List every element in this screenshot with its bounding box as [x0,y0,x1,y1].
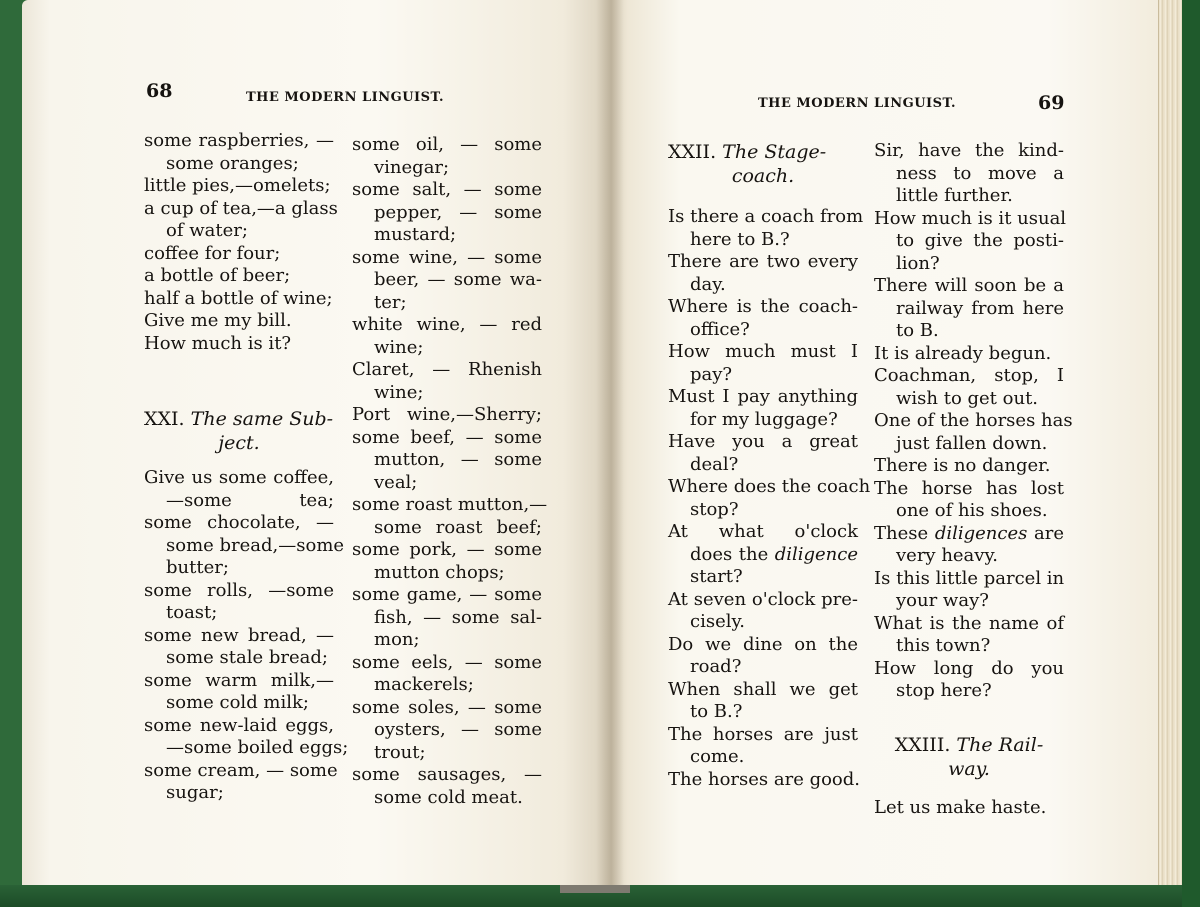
text-line: —some boiled eggs; [166,737,349,758]
text-line: office? [690,318,750,340]
text-line: railway from here [896,297,1064,319]
text-line: white wine, — red [352,314,542,335]
text-line: mackerels; [374,674,474,695]
text-block [352,134,548,809]
text-line: a bottle of beer; [144,265,291,286]
text-block [144,130,338,355]
text-line: very heavy. [896,545,998,566]
left-column-1 [144,130,349,805]
text-line: toast; [166,602,218,623]
text-line: some pork, — some [352,539,542,560]
text-line: for my luggage? [690,408,838,430]
running-head: THE MODERN LINGUIST. [246,90,445,105]
text-line: stop here? [896,680,992,701]
text-line: some soles, — some [352,696,542,718]
text-line: your way? [896,590,989,611]
book-cover [1182,0,1200,907]
text-line: When shall we get [668,678,858,700]
page-edges [1158,0,1183,895]
text-line: of water; [166,220,248,241]
text-line: The horses are good. [668,768,861,790]
text-block [668,206,871,791]
text-line: some wine, — some [352,246,542,268]
text-line: There will soon be a [874,275,1064,296]
text-line: There are two every [668,251,858,272]
text-line: How much is it? [144,332,292,354]
text-line: trout; [374,741,426,763]
text-line: some new-laid eggs, [144,714,334,736]
text-line: some chocolate, — [144,512,334,533]
text-line: Give us some coffee, [144,467,334,488]
text-line: this town? [896,635,991,656]
text-line: some cold meat. [374,786,523,808]
text-line: some sausages, — [352,764,542,785]
text-line: beer, — some wa- [374,269,542,290]
text-line: cisely. [690,611,745,632]
text-line: start? [690,566,743,587]
text-line: some oil, — some [352,134,542,155]
text-line: half a bottle of wine; [144,287,333,309]
text-line: one of his shoes. [896,500,1048,521]
text-line: here to B.? [690,228,790,250]
left-page [22,0,610,885]
text-line: coffee for four; [144,242,281,264]
text-line: veal; [374,471,418,493]
text-line: There is no danger. [874,455,1051,476]
text-line: How much is it usual [874,207,1067,229]
text-line: Port wine,—Sherry; [352,404,542,425]
text-line: some new bread, — [144,624,334,646]
text-line: some bread,—some [166,534,345,556]
text-line: Give me my bill. [144,310,292,331]
text-line: does the diligence [690,543,858,565]
text-line: ter; [374,291,407,313]
page-number: 68 [146,80,173,102]
text-line: vinegar; [374,156,450,178]
text-line: At seven o'clock pre- [668,588,858,610]
text-line: Where is the coach- [668,296,858,317]
text-line: wish to get out. [896,387,1039,409]
text-line: some beef, — some [352,426,542,448]
text-line: pay? [690,363,733,385]
text-line: How long do you [874,657,1064,679]
left-column-2 [352,134,548,809]
text-line: mutton chops; [374,561,505,583]
section-heading-xxi: XXI. The same Sub- ject. [144,408,334,454]
text-line: little pies,—omelets; [144,175,331,196]
text-line: Claret, — Rhenish [352,359,542,380]
text-line: One of the horses has [874,410,1073,431]
right-column-2 [874,140,1073,819]
text-line: Is there a coach from [668,206,864,227]
text-line: come. [690,746,745,767]
text-line: mustard; [374,224,457,245]
text-line: day. [690,273,726,295]
text-line: road? [690,656,742,677]
text-line: some cold milk; [166,692,309,713]
text-line: wine; [374,381,424,403]
text-line: just fallen down. [896,432,1048,454]
text-line: some stale bread; [166,647,328,668]
text-line: stop? [690,498,739,520]
text-line: oysters, — some [374,719,542,740]
book-cover-bottom [0,885,1182,907]
text-line: to B. [896,320,939,341]
text-line: mutton, — some [374,449,542,470]
text-line: The horses are just [668,723,858,745]
text-line: fish, — some sal- [374,606,542,628]
text-line: some rolls, —some [144,579,334,601]
text-line: some raspberries, — [144,130,334,151]
text-line: lion? [896,252,940,274]
section-heading-xxiii: XXIII. The Rail- way. [894,733,1044,780]
text-line: ness to move a [896,162,1064,184]
text-line: some roast beef; [374,516,542,538]
text-line: —some tea; [166,489,334,511]
text-line: At what o'clock [668,521,858,542]
text-line: sugar; [166,782,224,803]
text-line: some cream, — some [144,759,338,781]
text-block [874,140,1073,703]
text-line: Let us make haste. [874,796,1047,818]
right-page [610,0,1158,885]
text-line: to B.? [690,701,743,722]
text-line: butter; [166,557,229,578]
text-line: some salt, — some [352,179,542,200]
text-line: pepper, — some [374,201,542,223]
text-line: What is the name of [874,612,1064,634]
text-line: The horse has lost [874,477,1064,499]
text-line: some oranges; [166,152,299,174]
gutter [596,0,624,890]
text-line: Have you a great [668,431,858,452]
text-line: little further. [896,185,1013,206]
page-number: 69 [1038,92,1065,114]
text-line: mon; [374,629,420,650]
text-line: Is this little parcel in [874,567,1065,589]
right-column-1 [668,140,871,791]
text-line: to give the posti- [896,230,1064,251]
section-heading-xxii: XXII. The Stage- coach. [668,141,827,187]
text-line: It is already begun. [874,342,1052,364]
text-line: Coachman, stop, I [874,365,1064,386]
running-head: THE MODERN LINGUIST. [758,96,957,111]
text-line: These diligences are [874,522,1064,544]
text-line: some roast mutton,— [352,494,548,515]
text-line: Where does the coach [668,476,871,497]
text-line: deal? [690,453,739,475]
text-line: some eels, — some [352,651,542,673]
text-line: Sir, have the kind- [874,140,1064,161]
text-block [144,467,349,805]
text-line: Must I pay anything [668,386,858,407]
text-line: Do we dine on the [668,633,858,655]
text-line: How much must I [668,341,858,362]
text-line: some warm milk,— [144,669,334,691]
text-line: wine; [374,336,424,358]
text-line: some game, — some [352,584,542,605]
text-line: a cup of tea,—a glass [144,197,338,219]
